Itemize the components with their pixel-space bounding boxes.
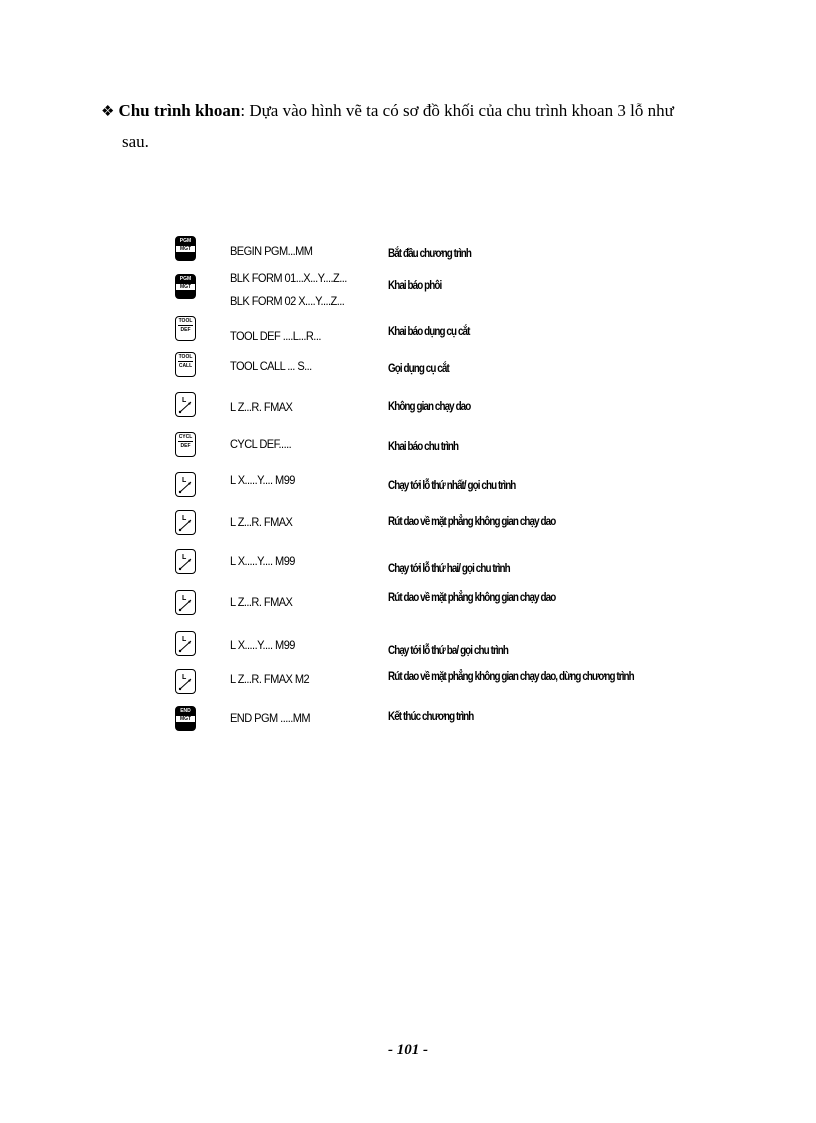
- description: Rút dao về mặt phẳng không gian chạy dao, dừng chương trình: [388, 669, 634, 683]
- linear-move-key-icon: [175, 669, 196, 694]
- pgm-mgt-key-icon: PGM MGT: [175, 236, 196, 261]
- svg-text:L: L: [182, 636, 187, 643]
- linear-move-key-icon: [175, 392, 196, 417]
- cycl-def-key-icon: CYCL DEF: [175, 432, 196, 457]
- intro-text-line2: sau.: [122, 132, 149, 151]
- svg-text:L: L: [182, 674, 187, 681]
- end-mgt-key-icon: END MGT: [175, 706, 196, 731]
- code-line: CYCL DEF.....: [230, 437, 292, 451]
- linear-move-key-icon: [175, 510, 196, 535]
- code-line: L X.....Y.... M99: [230, 638, 295, 652]
- description: Kết thúc chương trình: [388, 709, 474, 723]
- description: Rút dao về mặt phẳng không gian chạy dao: [388, 514, 556, 528]
- description: Gọi dụng cụ cắt: [388, 361, 449, 375]
- description: Chạy tới lỗ thứ ba/ gọi chu trình: [388, 643, 508, 657]
- code-line: L X.....Y.... M99: [230, 554, 295, 568]
- code-line: END PGM .....MM: [230, 711, 311, 725]
- intro-term: Chu trình khoan: [118, 101, 241, 120]
- linear-move-key-icon: [175, 549, 196, 574]
- svg-text:L: L: [182, 595, 187, 602]
- code-line: TOOL CALL ... S...: [230, 359, 312, 373]
- description: Chạy tới lỗ thứ nhất/ gọi chu trình: [388, 478, 516, 492]
- pgm-mgt-key-icon: PGM MGT: [175, 274, 196, 299]
- description: Bắt đầu chương trình: [388, 246, 471, 260]
- code-line: L Z...R. FMAX M2: [230, 672, 310, 686]
- description: Khai báo chu trình: [388, 439, 459, 453]
- code-line: BLK FORM 01...X...Y....Z...: [230, 271, 347, 285]
- intro-text-line1: : Dựa vào hình vẽ ta có sơ đồ khối của chu trình khoan 3 lỗ như: [240, 101, 674, 120]
- description: Chạy tới lỗ thứ hai/ gọi chu trình: [388, 561, 510, 575]
- linear-move-key-icon: [175, 590, 196, 615]
- code-line: L Z...R. FMAX: [230, 400, 293, 414]
- description: Không gian chạy dao: [388, 399, 471, 413]
- tool-call-key-icon: TOOL CALL: [175, 352, 196, 377]
- svg-text:L: L: [182, 397, 187, 404]
- code-line: L X.....Y.... M99: [230, 473, 295, 487]
- description: Khai báo dụng cụ cắt: [388, 324, 470, 338]
- code-line: L Z...R. FMAX: [230, 515, 293, 529]
- diamond-bullet-icon: ❖: [101, 104, 115, 120]
- code-line: L Z...R. FMAX: [230, 595, 293, 609]
- tool-def-key-icon: TOOL DEF: [175, 316, 196, 341]
- description: Rút dao về mặt phẳng không gian chạy dao: [388, 590, 556, 604]
- code-line: BEGIN PGM...MM: [230, 244, 313, 258]
- page-number: - 101 -: [388, 1042, 428, 1058]
- code-line-2: BLK FORM 02 X....Y....Z...: [230, 294, 345, 308]
- description: Khai báo phôi: [388, 278, 442, 292]
- svg-text:L: L: [182, 515, 187, 522]
- svg-text:L: L: [182, 477, 187, 484]
- linear-move-key-icon: [175, 472, 196, 497]
- svg-text:L: L: [182, 554, 187, 561]
- linear-move-key-icon: [175, 631, 196, 656]
- code-line: TOOL DEF ....L...R...: [230, 329, 321, 343]
